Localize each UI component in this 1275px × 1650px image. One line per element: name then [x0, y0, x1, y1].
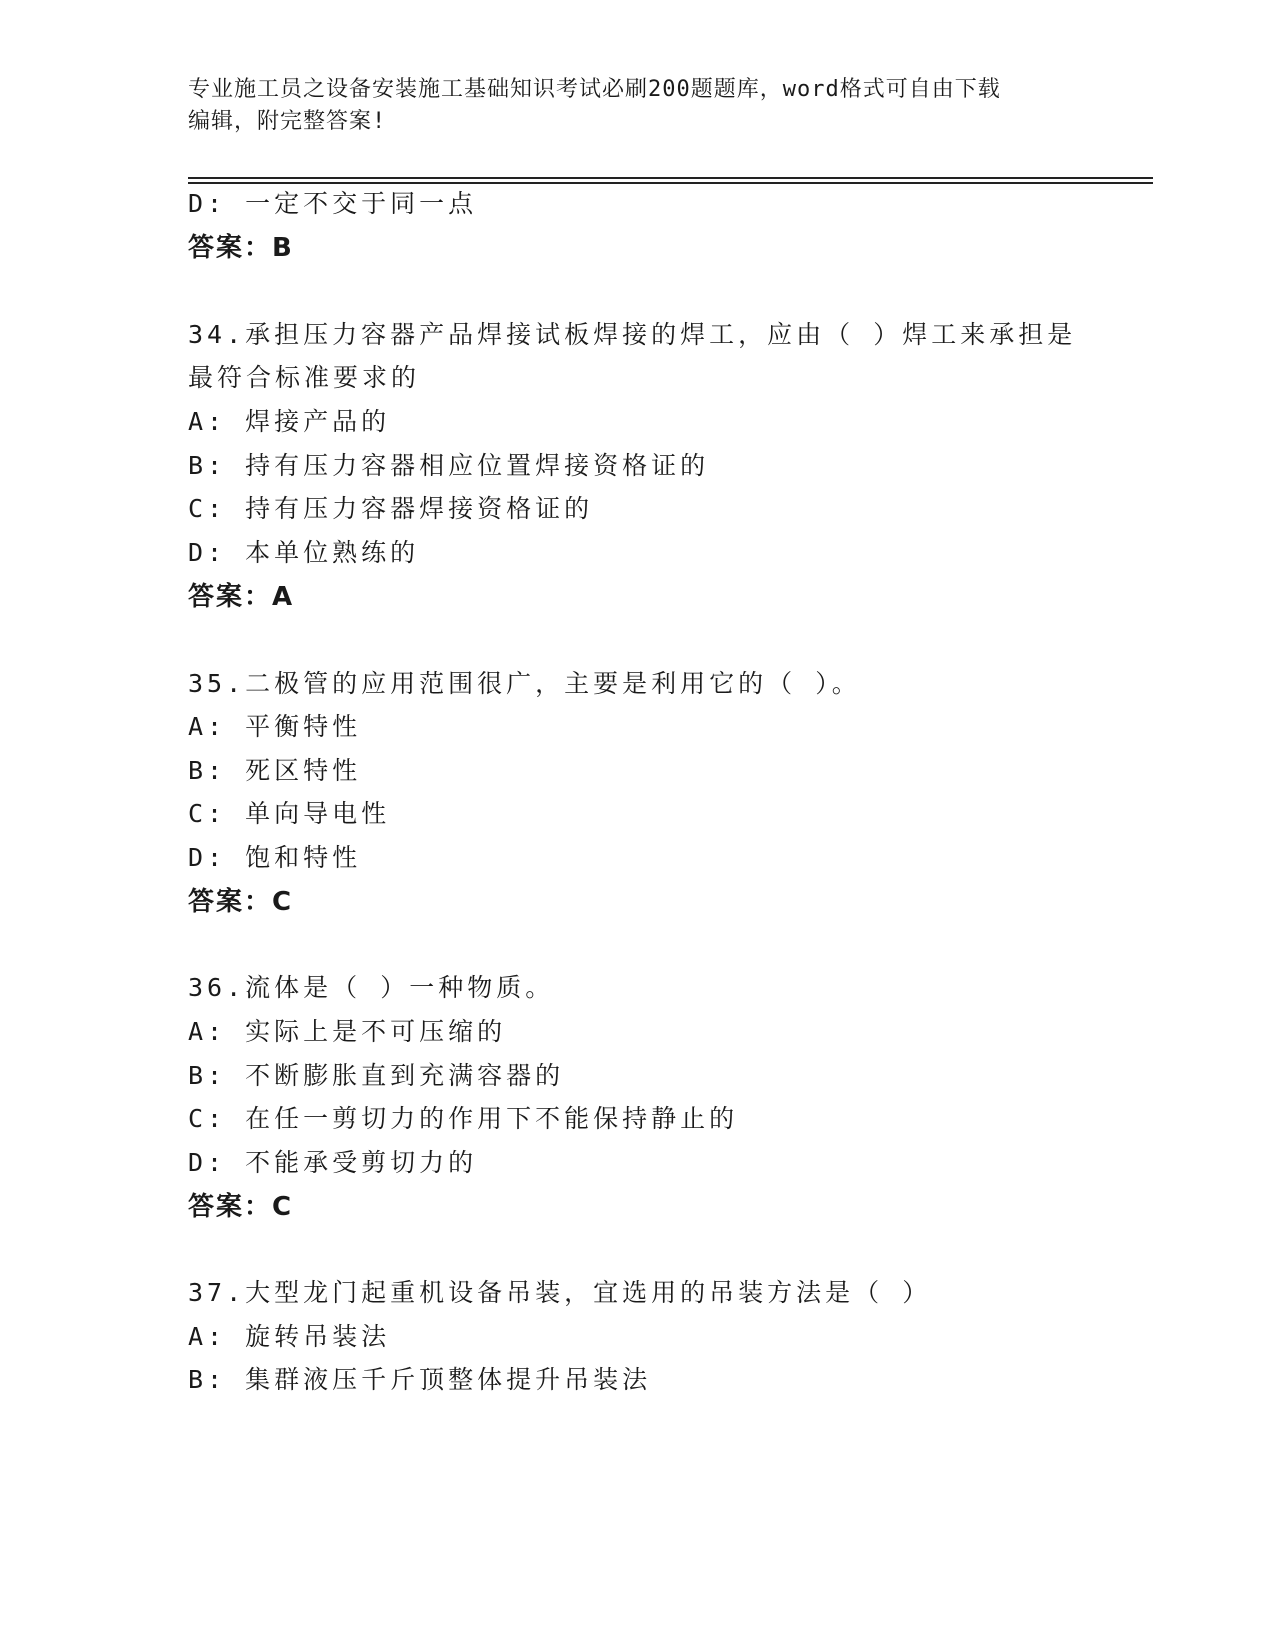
header-divider-bottom — [188, 182, 1153, 184]
q34-option-b: B: 持有压力容器相应位置焊接资格证的 — [188, 451, 710, 480]
q36-answer: 答案：C — [188, 1192, 294, 1222]
q35-option-d: D: 饱和特性 — [188, 843, 362, 872]
header-line-1: 专业施工员之设备安装施工基础知识考试必刷200题题库，word格式可自由下载 — [188, 77, 1001, 102]
document-header — [188, 74, 1088, 138]
q34-option-c: C: 持有压力容器焊接资格证的 — [188, 494, 594, 523]
q36-option-b: B: 不断膨胀直到充满容器的 — [188, 1061, 565, 1090]
q36-stem-line-1: 36.流体是（ ）一种物质。 — [188, 973, 555, 1002]
q34-option-a: A: 焊接产品的 — [188, 407, 391, 436]
q37-option-a: A: 旋转吊装法 — [188, 1322, 391, 1351]
q35-stem-line-1: 35.二极管的应用范围很广，主要是利用它的（ ）。 — [188, 669, 861, 698]
q34-option-d: D: 本单位熟练的 — [188, 538, 420, 567]
q34-answer: 答案：A — [188, 582, 295, 612]
header-divider-top — [188, 177, 1153, 179]
q36-option-c: C: 在任一剪切力的作用下不能保持静止的 — [188, 1104, 739, 1133]
q35-option-b: B: 死区特性 — [188, 756, 362, 785]
q36-option-d: D: 不能承受剪切力的 — [188, 1148, 478, 1177]
q34-stem-line-1: 34.承担压力容器产品焊接试板焊接的焊工，应由（ ）焊工来承担是 — [188, 320, 1077, 349]
header-line-2: 编辑，附完整答案! — [188, 109, 387, 134]
q36-option-a: A: 实际上是不可压缩的 — [188, 1017, 507, 1046]
q34-stem-line-2: 最符合标准要求的 — [188, 363, 421, 392]
prev-option-d: D: 一定不交于同一点 — [188, 189, 478, 218]
q35-answer: 答案：C — [188, 887, 294, 917]
q35-option-a: A: 平衡特性 — [188, 712, 362, 741]
q35-option-c: C: 单向导电性 — [188, 799, 391, 828]
prev-answer: 答案：B — [188, 233, 294, 263]
q37-stem-line-1: 37.大型龙门起重机设备吊装，宜选用的吊装方法是（ ） — [188, 1278, 932, 1307]
q37-option-b: B: 集群液压千斤顶整体提升吊装法 — [188, 1365, 652, 1394]
